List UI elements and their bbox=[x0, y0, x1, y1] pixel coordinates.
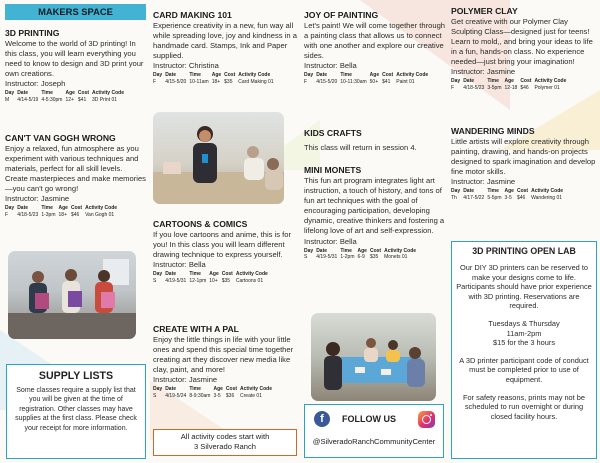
schedule-header-cell: Date bbox=[165, 386, 177, 393]
schedule-header-cell: Time bbox=[41, 205, 53, 212]
schedule-cell: F bbox=[5, 211, 9, 218]
activity-codes-line1: All activity codes start with bbox=[180, 431, 270, 441]
schedule-cell: 6-9 bbox=[357, 253, 365, 260]
schedule-row bbox=[153, 72, 277, 78]
schedule-cell: 5-5pm bbox=[487, 194, 502, 201]
class-title: POLYMER CLAY bbox=[451, 6, 518, 16]
schedule-header-cell: Day bbox=[153, 271, 163, 278]
open-lab-title: 3D PRINTING OPEN LAB bbox=[472, 246, 576, 256]
schedule-cell: Card Making 01 bbox=[238, 78, 274, 85]
schedule-header-cell: Day bbox=[304, 247, 314, 254]
schedule-cell: $36 bbox=[225, 392, 235, 399]
schedule-cell: $41 bbox=[77, 96, 87, 103]
schedule-row bbox=[304, 254, 419, 260]
schedule-header-cell: Time bbox=[487, 78, 499, 85]
class-description: Welcome to the world of 3D printing! In this class, you will learn everything you need to know to design and 3D print your own creations. bbox=[5, 39, 144, 79]
schedule-cell: $46 bbox=[516, 194, 526, 201]
schedule-cell: 4/15-5/20 bbox=[165, 78, 187, 85]
schedule-cell: S bbox=[153, 392, 157, 399]
schedule-cell: Polymer 01 bbox=[534, 84, 560, 91]
schedule-cell: 4/19-5/31 bbox=[165, 277, 187, 284]
makers-space-banner: MAKERS SPACE bbox=[5, 4, 146, 20]
schedule-header-cell: Activity Code bbox=[531, 188, 564, 195]
van-gogh-class-photo bbox=[8, 251, 136, 339]
class-instructor: Instructor: Bella bbox=[153, 260, 206, 270]
schedule-row bbox=[5, 97, 127, 103]
schedule-header-cell: Cost bbox=[520, 78, 532, 85]
schedule-header-cell: Time bbox=[487, 188, 499, 195]
schedule-table bbox=[153, 72, 277, 85]
schedule-cell: $41 bbox=[382, 78, 391, 85]
schedule-header-cell: Activity Code bbox=[238, 72, 271, 79]
open-lab-days: Tuesdays & Thursday bbox=[488, 318, 560, 328]
class-title: JOY OF PAINTING bbox=[304, 10, 379, 20]
schedule-header-cell: Cost bbox=[516, 188, 529, 195]
schedule-cell: 4/19-5/24 bbox=[165, 392, 187, 399]
open-lab-intro: Our DIY 3D printers can be reserved to make your designs come to life. Participants should have prior experience with 3D printing. Reservations are required. bbox=[456, 263, 592, 311]
card-making-class-photo bbox=[153, 112, 284, 204]
class-instructor: Instructor: Joseph bbox=[5, 79, 66, 89]
class-instructor: Instructor: Bella bbox=[304, 61, 357, 71]
class-create-pal bbox=[153, 324, 300, 399]
schedule-cell: 3-5 bbox=[504, 194, 512, 201]
schedule-cell: $35 bbox=[221, 277, 231, 284]
class-description: Enjoy a relaxed, fun atmosphere as you experiment with various techniques and materials, perfect for all skill levels. Create masterpieces and make memories—you can't go wrong! bbox=[5, 144, 146, 194]
supply-lists-box bbox=[6, 364, 146, 459]
schedule-header-cell: Day bbox=[304, 72, 314, 79]
schedule-cell: Cartoons 01 bbox=[235, 277, 264, 284]
class-title: CARD MAKING 101 bbox=[153, 10, 232, 20]
schedule-header-cell: Day bbox=[5, 90, 15, 97]
schedule-row bbox=[153, 271, 271, 277]
schedule-header-cell: Activity Code bbox=[240, 386, 272, 393]
schedule-cell: 4/18-5/23 bbox=[17, 211, 39, 218]
class-instructor: Instructor: Christina bbox=[153, 61, 219, 71]
class-description: This class will return in session 4. bbox=[304, 143, 417, 152]
schedule-header-cell: Cost bbox=[70, 205, 83, 212]
schedule-cell: 18+ bbox=[58, 211, 67, 218]
schedule-table bbox=[304, 248, 419, 261]
class-instructor: Instructor: Jasmine bbox=[451, 177, 516, 187]
open-lab-conduct: A 3D printer participant code of conduct must be completed prior to use of equipment. bbox=[459, 355, 589, 384]
class-title: KIDS CRAFTS bbox=[304, 128, 362, 138]
schedule-header-cell: Activity Code bbox=[235, 271, 268, 278]
schedule-table bbox=[451, 188, 566, 201]
schedule-row bbox=[153, 278, 271, 284]
schedule-header-cell: Date bbox=[463, 78, 475, 85]
class-title: CAN'T VAN GOGH WRONG bbox=[5, 133, 116, 143]
schedule-row bbox=[153, 79, 277, 85]
schedule-header-cell: Date bbox=[17, 90, 29, 97]
schedule-cell: Paint 01 bbox=[396, 78, 415, 85]
schedule-header-cell: Cost bbox=[221, 271, 233, 278]
schedule-cell: M bbox=[5, 96, 10, 103]
schedule-header-cell: Cost bbox=[224, 72, 236, 79]
schedule-header-cell: Time bbox=[189, 386, 201, 393]
class-card-making bbox=[153, 10, 300, 85]
open-lab-hours: 11am-2pm bbox=[506, 328, 542, 338]
schedule-cell: 3D Print 01 bbox=[92, 96, 118, 103]
open-lab-safety: For safety reasons, prints may not be scheduled to run overnight or during closed facility hours. bbox=[463, 392, 585, 421]
schedule-header-cell: Time bbox=[340, 247, 352, 254]
schedule-cell: 4/15-5/20 bbox=[316, 78, 338, 85]
schedule-cell: Th bbox=[451, 194, 457, 201]
schedule-header-cell: Time bbox=[189, 271, 201, 278]
schedule-row bbox=[153, 393, 275, 399]
schedule-header-cell: Cost bbox=[77, 90, 90, 97]
schedule-row bbox=[451, 188, 566, 194]
facebook-icon[interactable]: f bbox=[314, 411, 330, 427]
schedule-header-cell: Cost bbox=[225, 386, 238, 393]
schedule-header-cell: Activity Code bbox=[85, 205, 118, 212]
schedule-header-cell: Day bbox=[5, 205, 15, 212]
schedule-cell: 18+ bbox=[211, 78, 221, 85]
open-lab-price: $15 for the 3 hours bbox=[492, 338, 556, 348]
schedule-row bbox=[304, 79, 431, 85]
schedule-cell: 4/19-5/31 bbox=[316, 253, 338, 260]
schedule-header-cell: Activity Code bbox=[92, 90, 124, 97]
class-description: Get creative with our Polymer Clay Sculpting Class—designed just for teens! Learn to mold,, and bring your ideas to life in a fun, hands-on class. No experience needed—just bring your imagination! bbox=[451, 17, 593, 67]
schedule-row bbox=[5, 205, 120, 211]
schedule-cell: F bbox=[153, 78, 157, 85]
schedule-header-cell: Day bbox=[153, 72, 163, 79]
schedule-table bbox=[5, 90, 127, 103]
schedule-table bbox=[153, 271, 271, 284]
class-kids-crafts bbox=[304, 128, 448, 153]
schedule-cell: $35 bbox=[224, 78, 233, 85]
class-description: If you love cartoons and anime, this is for you! In this class you will learn different drawing technique to express yourself. bbox=[153, 230, 292, 260]
activity-codes-line2: 3 Silverado Ranch bbox=[193, 442, 257, 451]
follow-us-title: FOLLOW US bbox=[342, 414, 396, 424]
schedule-header-cell: Age bbox=[58, 205, 68, 212]
supply-lists-text: Some classes require a supply list that you will be given at the time of registration. Other classes may have supplies at the first class. Please check your receipt for more information. bbox=[15, 387, 137, 432]
schedule-cell: 4/18-5/23 bbox=[463, 84, 485, 91]
schedule-header-cell: Age bbox=[211, 72, 222, 79]
schedule-cell: Wandering 01 bbox=[531, 194, 563, 201]
schedule-header-cell: Date bbox=[316, 247, 328, 254]
schedule-header-cell: Cost bbox=[382, 72, 394, 79]
schedule-header-cell: Date bbox=[463, 188, 475, 195]
schedule-cell: 12-1pm bbox=[189, 277, 207, 284]
class-title: CREATE WITH A PAL bbox=[153, 324, 239, 334]
schedule-cell: 50+ bbox=[369, 78, 379, 85]
class-description: Let's paint! We will come together through a painting class that allows us to connect with one another and explore our creative sides. bbox=[304, 21, 446, 61]
schedule-cell: $46 bbox=[70, 211, 80, 218]
schedule-cell: 4/14-5/19 bbox=[17, 96, 39, 103]
schedule-table bbox=[451, 78, 569, 91]
schedule-header-cell: Age bbox=[369, 72, 380, 79]
schedule-row bbox=[451, 195, 566, 201]
schedule-cell: $35 bbox=[369, 253, 379, 260]
schedule-cell: F bbox=[304, 78, 308, 85]
schedule-table bbox=[153, 386, 275, 399]
schedule-cell: 12-18 bbox=[504, 84, 518, 91]
class-instructor: Instructor: Bella bbox=[304, 236, 357, 246]
schedule-cell: S bbox=[304, 253, 308, 260]
schedule-cell: 3-5pm bbox=[487, 84, 502, 91]
class-instructor: Instructor: Jasmine bbox=[451, 67, 516, 77]
schedule-cell: Create 01 bbox=[240, 392, 262, 399]
instagram-icon[interactable] bbox=[418, 411, 435, 428]
schedule-header-cell: Time bbox=[41, 90, 53, 97]
schedule-row bbox=[5, 90, 127, 96]
schedule-table bbox=[5, 205, 120, 218]
class-title: WANDERING MINDS bbox=[451, 126, 535, 136]
class-description: This fun art program integrates light art instruction, a touch of history, and tons of fun art techniques with the goal of encouraging participation, developing dynamic, creative thinkers and fostering a lifelong love of art and self-expression. bbox=[304, 176, 445, 236]
class-joy-painting bbox=[304, 10, 448, 85]
schedule-header-cell: Day bbox=[451, 188, 461, 195]
class-title: MINI MONETS bbox=[304, 165, 362, 175]
schedule-header-cell: Cost bbox=[369, 247, 382, 254]
schedule-cell: S bbox=[153, 277, 157, 284]
schedule-cell: 3-5 bbox=[213, 392, 221, 399]
supply-lists-title: SUPPLY LISTS bbox=[38, 370, 114, 382]
class-polymer-clay bbox=[451, 6, 597, 91]
schedule-cell: Monets 01 bbox=[384, 253, 408, 260]
schedule-header-cell: Age bbox=[209, 271, 219, 278]
open-lab-box bbox=[451, 241, 597, 459]
schedule-header-cell: Activity Code bbox=[384, 247, 417, 254]
class-van-gogh bbox=[5, 133, 146, 218]
activity-codes-box bbox=[153, 429, 297, 456]
schedule-row bbox=[153, 386, 275, 392]
class-instructor: Instructor: Jasmine bbox=[153, 375, 218, 385]
schedule-cell: F bbox=[451, 84, 455, 91]
schedule-header-cell: Activity Code bbox=[534, 78, 567, 85]
follow-us-handle[interactable]: @SilveradoRanchCommunityCenter bbox=[312, 437, 436, 446]
class-3d-printing bbox=[5, 28, 146, 103]
schedule-header-cell: Date bbox=[316, 72, 328, 79]
schedule-cell: 10-11am bbox=[189, 78, 209, 85]
schedule-header-cell: Time bbox=[340, 72, 352, 79]
class-description: Experience creativity in a new, fun way all while spreading love, joy and kindness in a handmade card. Stamps, Ink and Paper supplied. bbox=[153, 21, 297, 61]
schedule-header-cell: Age bbox=[357, 247, 367, 254]
schedule-header-cell: Date bbox=[17, 205, 29, 212]
schedule-row bbox=[5, 212, 120, 218]
schedule-header-cell: Age bbox=[65, 90, 75, 97]
schedule-row bbox=[451, 78, 569, 84]
schedule-header-cell: Age bbox=[213, 386, 223, 393]
schedule-header-cell: Day bbox=[451, 78, 461, 85]
schedule-table bbox=[304, 72, 431, 85]
schedule-header-cell: Time bbox=[189, 72, 201, 79]
schedule-cell: 4/17-5/22 bbox=[463, 194, 485, 201]
schedule-header-cell: Activity Code bbox=[396, 72, 429, 79]
class-title: 3D PRINTING bbox=[5, 28, 60, 38]
schedule-cell: 12+ bbox=[65, 96, 74, 103]
schedule-row bbox=[451, 85, 569, 91]
mini-monets-class-photo bbox=[311, 313, 436, 401]
schedule-cell: 10-11:30am bbox=[340, 78, 367, 85]
schedule-header-cell: Age bbox=[504, 188, 514, 195]
class-description: Enjoy the little things in life with your little ones and spend this special time together creating art they discover new media like clay, paint, and more! bbox=[153, 335, 294, 375]
class-description: Little artists will explore creativity through painting, drawing, and hands-on projects designed to spark imagination and develop fine motor skills. bbox=[451, 137, 596, 177]
schedule-header-cell: Date bbox=[165, 72, 177, 79]
schedule-header-cell: Age bbox=[504, 78, 514, 85]
schedule-cell: 1-3pm bbox=[41, 211, 56, 218]
class-title: CARTOONS & COMICS bbox=[153, 219, 248, 229]
class-wandering-minds bbox=[451, 126, 597, 201]
schedule-header-cell: Date bbox=[165, 271, 177, 278]
schedule-cell: 8-9:30am bbox=[189, 392, 211, 399]
schedule-header-cell: Day bbox=[153, 386, 163, 393]
schedule-cell: Van Gogh 01 bbox=[85, 211, 115, 218]
class-cartoons bbox=[153, 219, 300, 284]
class-mini-monets bbox=[304, 165, 448, 260]
schedule-cell: $46 bbox=[520, 84, 529, 91]
schedule-cell: 10+ bbox=[209, 277, 218, 284]
schedule-cell: 4-5:30pm bbox=[41, 96, 63, 103]
class-instructor: Instructor: Jasmine bbox=[5, 194, 70, 204]
schedule-cell: 1-2pm bbox=[340, 253, 355, 260]
